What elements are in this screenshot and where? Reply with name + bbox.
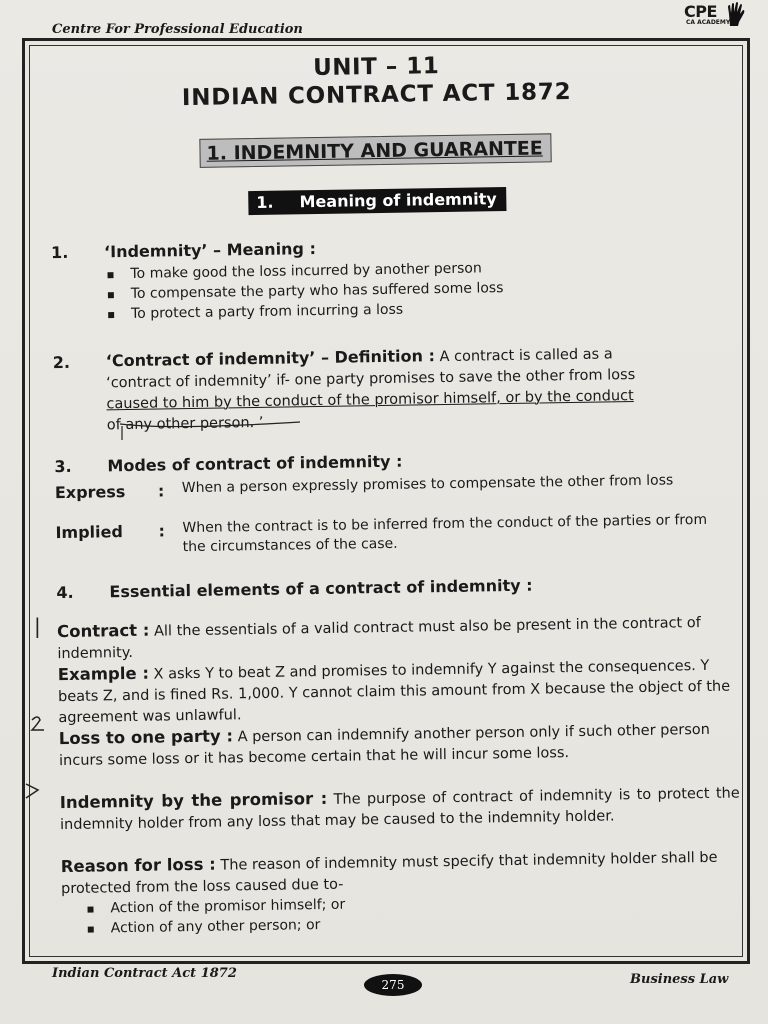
element-loss-text: A person can indemnify another person only if such other person incurs some loss or it has become certain that he will incur some loss. bbox=[58, 721, 711, 770]
list-item: ▪ To protect a party from incurring a loss bbox=[107, 298, 504, 324]
mode-implied-term: Implied bbox=[55, 522, 123, 543]
logo-subtext: CA ACADEMY bbox=[686, 19, 731, 26]
pen-tick-mark: | bbox=[34, 614, 41, 638]
pen-arrow-mark bbox=[22, 780, 44, 802]
element-loss-title: Loss to one party : bbox=[58, 726, 234, 749]
element-reason-title: Reason for loss : bbox=[60, 854, 216, 877]
list-item: ▪ Action of the promisor himself; or bbox=[86, 895, 345, 919]
section-banner-number: 1. bbox=[256, 192, 274, 212]
section-banner bbox=[248, 187, 507, 215]
element-example-text: X asks Y to beat Z and promises to indemnify Y against the consequences. Y beats Z, and is fined Rs. 1,000. Y cannot claim this amount from X because the object of the agreement was unlawful. bbox=[57, 657, 731, 727]
element-loss bbox=[59, 717, 740, 772]
section-banner-label: Meaning of indemnity bbox=[299, 189, 497, 212]
hand-icon bbox=[726, 2, 746, 28]
element-reason bbox=[61, 845, 742, 900]
chapter-banner: 1. INDEMNITY AND GUARANTEE bbox=[199, 133, 552, 168]
cpe-logo bbox=[684, 2, 746, 36]
reason-bullet-list bbox=[86, 895, 345, 939]
element-promisor-text: The purpose of contract of indemnity is to protect the indemnity holder from any loss that may be caused to the indemnity holder. bbox=[59, 785, 740, 834]
mode-express-description: When a person expressly promises to compensate the other from loss bbox=[181, 472, 674, 497]
element-reason-text: The reason of indemnity must specify that indemnity holder shall be protected from the loss caused due to- bbox=[60, 849, 718, 898]
mode-express-colon: : bbox=[157, 481, 165, 501]
element-example-title: Example : bbox=[57, 663, 150, 685]
definition-line-3: caused to him by the conduct of the promisor himself, or by the conduct bbox=[106, 388, 634, 413]
logo-text: CPE bbox=[684, 2, 717, 21]
pen-bracket-mark bbox=[110, 420, 310, 444]
element-contract-title: Contract : bbox=[56, 620, 150, 642]
definition-text-a: A contract is called as a bbox=[434, 346, 613, 366]
section-4-number: 4. bbox=[56, 582, 74, 603]
section-1-number: 1. bbox=[50, 242, 69, 263]
element-example bbox=[58, 653, 739, 729]
definition-line-4: of any other person. ’ bbox=[106, 414, 264, 434]
section-2-title: ‘Contract of indemnity’ – Definition : bbox=[105, 346, 436, 371]
meaning-bullet-list bbox=[106, 258, 504, 324]
element-contract-text: All the essentials of a valid contract must also be present in the contract of indemnity. bbox=[57, 615, 701, 663]
mode-implied-description: When the contract is to be inferred from the conduct of the parties or from the circumstances of the case. bbox=[182, 511, 708, 556]
section-3-title: Modes of contract of indemnity : bbox=[107, 451, 403, 476]
section-1-title: ‘Indemnity’ – Meaning : bbox=[103, 239, 317, 262]
mode-implied-colon: : bbox=[158, 521, 166, 541]
header-institute-name: Centre For Professional Education bbox=[52, 22, 303, 37]
list-item: ▪ To make good the loss incurred by another person bbox=[106, 258, 503, 284]
act-heading: INDIAN CONTRACT ACT 1872 bbox=[181, 78, 572, 112]
pen-scribble-mark bbox=[28, 712, 52, 734]
footer-subject: Business Law bbox=[630, 972, 729, 987]
footer-book-title: Indian Contract Act 1872 bbox=[52, 966, 237, 981]
page-number: 275 bbox=[364, 974, 422, 996]
section-4-title: Essential elements of a contract of indemnity : bbox=[109, 575, 533, 602]
page-content bbox=[23, 41, 743, 957]
list-item: ▪ Action of any other person; or bbox=[87, 915, 346, 939]
list-item: ▪ To compensate the party who has suffered some loss bbox=[107, 278, 504, 304]
mode-express-term: Express bbox=[54, 482, 126, 503]
element-promisor bbox=[60, 781, 741, 836]
element-promisor-title: Indemnity by the promisor : bbox=[59, 788, 328, 813]
section-3-number: 3. bbox=[54, 456, 72, 477]
definition-line-2: ‘contract of indemnity’ if- one party promises to save the other from loss bbox=[106, 367, 636, 392]
section-2-number: 2. bbox=[52, 352, 71, 373]
unit-heading: UNIT – 11 bbox=[312, 53, 440, 82]
